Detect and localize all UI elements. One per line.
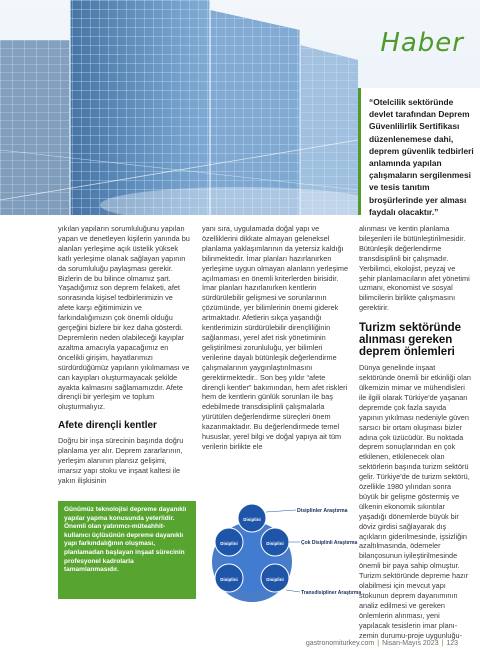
footer-issue: Nisan-Mayıs 2023 — [382, 640, 439, 647]
circle-bottom-left-label: Disiplini — [220, 577, 238, 582]
column-2 — [202, 224, 348, 452]
callout-text: Günümüz teknolojisi depreme dayanıklı yapılar yapma konusunda yeterlidir. Önemli olan yatırımcı-müteahhit-kullanıcı üçlüsünün depreme dayanıklı yapı farkındalığının oluşması, planlamadan başlayan inşaat sürecinin profesyonel kadrolarla tamamlanmasıdır. — [64, 506, 187, 574]
discipline-circles-diagram — [200, 470, 362, 620]
circle-top-label: Disiplini — [243, 517, 261, 522]
research-diagram — [200, 470, 362, 620]
legend-item-1: Disiplinler Araştırma — [297, 508, 348, 514]
hero-image — [0, 0, 480, 215]
section-title: Haber — [380, 28, 464, 58]
legend-item-3: Transdisipliner Araştırma — [301, 590, 362, 596]
legend-item-2: Çok Disiplinli Araştırma — [301, 540, 358, 546]
footer-page-number: 123 — [446, 640, 458, 647]
circle-bottom-right-label: Disiplini — [266, 577, 284, 582]
footer-separator: | — [377, 640, 380, 647]
legend-line-3 — [286, 590, 300, 592]
pull-quote — [358, 88, 480, 215]
footer-site: gastronomiturkey.com — [305, 640, 375, 647]
col3-paragraph-2: Dünya genelinde inşaat sektöründe önemli bir etkinliği olan ülkemizin mimar ve mühendisleri ile ilgili olarak Türkiye'de yaşanan depremde çok fazla sayıda yapının yıkılması nedeniyle güven sarsıcı bir ortam oluşması bizler adına çok üzücüdür. Bu noktada deprem sonuçlarından en çok etkilenen, etkilenecek olan sektörlerin başında turizm sektörü gelir. Türkiye'de de turizm sektörü, özellikle 1980 yılından sonra büyük bir gelişme göstermiş ve ülkenin ekonomik sıkıntılar yaşadığı dönemlerde büyük bir döviz girdisi sağlayarak dış açıkların giderilmesinde, işsizliğin azaltılmasında, ödemeler bilançosunun iyileştirilmesinde önemli bir paya sahip olmuştur. Turizm sektöründe depreme hazır olabilmesi için mevcut yapı stokunun deprem dayanımının analiz edilmesi ve gereken önlemlerin alınması, yeni yapılacak tesislerin imar planı-zemin durumu-proje uygunluğu- — [359, 363, 471, 640]
pull-quote-text: “Otelcilik sektöründe devlet tarafından Deprem Güvenlilirlik Sertifikası düzenlenemese dahi, deprem güvenlik tedbirleri anlamında yapılan çalışmaların sergilenmesi ve tesis tanıtım broşürlerinde yer alması faydalı olacaktır.” — [369, 97, 474, 217]
col1-subheading: Afete dirençli kentler — [58, 420, 157, 432]
column-3 — [359, 224, 471, 641]
col1-paragraph-1: yıkılan yapıların sorumluluğunu yapılan yapan ve denetleyen kişilerin yanında bu alanları yerleşime açık üstelik yüksek katlı yerleşime olanak sağlayan yapının da sorumluluğu paylaşması gerekir. Bizlerin de bu bilince olmamız şart. Yaşadığımız son deprem felaketi, afet sonrasında kişisel tedbirlerimizin ve afete karşı eğitimimizin ve farkındalığımızın çok önemli olduğu gerçeğini bizlere bir kez daha gösterdi. Depremlerin neden olabileceği kayıplar azaltma amacıyla yapacağımız en öncelikli girişim, hayatlarımızı sürdürdüğümüz yapıların yıkılmaması ve can kayıpları oluşturmayacak şekilde ayakta kalmasını sağlamamızdır. Afete dirençli bir yerleşim ve toplum oluşturmalıyız. — [58, 224, 190, 412]
circle-left-label: Disiplini — [220, 541, 238, 546]
page-footer — [306, 640, 458, 647]
footer-separator: | — [441, 640, 444, 647]
legend-line-1 — [266, 510, 296, 512]
col2-paragraph-1: yanı sıra, uygulamada doğal yapı ve özelliklerini dikkate almayan geleneksel planlama yaklaşımlarının da yetersiz kaldığı bilinmektedir. İmar planları hazırlanırken yerleşime uygun olmayan alanların yerleşime açılmaması en önemli kriterlerden birisidir. İmar planları hazırlanırken kentlerin sürdürülebilir gelişmesi ve sorunlarının çözümünde, yer bilimlerinin önemi giderek artmaktadır. Afetlerin sıkça yaşandığı kentlerimizin sürdürülebilir dirençliliğinin sağlanması, yerel afet risk yönetiminin geliştirilmesi zorunluluğu, yer bilimleri verilerine dayalı bütünleşik değerlendirme çalışmalarının yaygınlaştırılmasını gerektirmektedir.. Son beş yıldır “afete dirençli kentler” bakımından, hem afet riskleri hem de kentlerin günlük sorunları ile baş edebilmede transdisiplinli çalışmalarla yürütülen değerlendirme süreçleri önem kazanmaktadır. Bu değerlendirmede temel hususlar, yerel bilgi ve doğal yapıya ait tüm verilerin birlikte ele — [202, 224, 349, 451]
col3-subheading: Turizm sektöründe alınması gereken deprem önlemleri — [359, 322, 462, 359]
circle-right-label: Disiplini — [266, 541, 284, 546]
callout-box — [58, 501, 196, 599]
col1-paragraph-2: Doğru bir inşa sürecinin başında doğru planlama yer alır. Deprem zararlarının, yerleşim alanının plansız gelişimi, imarsız yapı stoku ve inşaat kaltesi ile yakın ilişkisinin — [58, 436, 184, 485]
col3-paragraph-1: alınması ve kentin planlama bileşenleri ile bütünleştirilmesidir. Bütünleşik değerlendirme transdisiplinli bir çalışmadır. Yerbilimci, ekolojist, peyzaj ve şehir planlamacıların afet yönetimi uzmanı, ekonomist ve sosyal bilimcilerin birlikte çalışmasını gerektirir. — [359, 224, 470, 313]
column-1 — [58, 224, 190, 486]
